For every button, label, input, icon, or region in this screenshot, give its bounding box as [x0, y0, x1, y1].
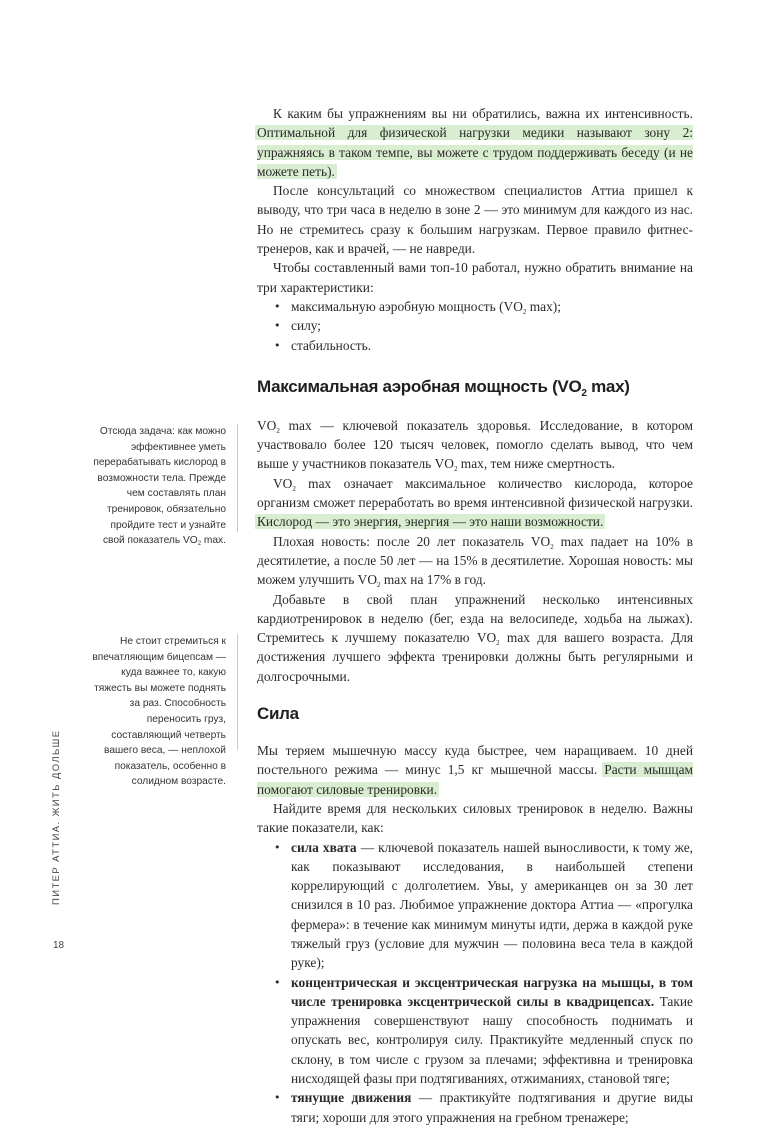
- list-item: • максимальную аэробную мощность ($VO_2$ max);: [274, 298, 561, 316]
- bullet-icon: •: [274, 975, 281, 989]
- strength-list: [257, 838, 693, 1127]
- bullet-icon: •: [274, 338, 281, 352]
- running-head: ПИТЕР АТТИА. ЖИТЬ ДОЛЬШЕ: [51, 729, 62, 905]
- highlight: Кислород — это энергия, энергия — это наши возможности.: [257, 514, 604, 530]
- main-text-column: [257, 104, 693, 1127]
- section-heading-vo2max: Максимальная аэробная мощность ($VO_2$ max): [257, 376, 630, 399]
- vo2-paragraph-1: $VO_2$ max — ключевой показатель здоровья. Исследование, в котором участвовало более 120 тысяч человек, помогло сделать вывод, что чем выше у участников показатель $VO_2$ max, тем ниже смертность.: [257, 417, 693, 474]
- bullet-icon: •: [274, 1091, 281, 1105]
- list-item: • стабильность.: [257, 336, 693, 355]
- sidebar-rule: [237, 634, 238, 750]
- vo2-paragraph-4: Добавьте в свой план упражнений несколько интенсивных кардиотренировок в неделю (бег, езда на велосипеде, ходьба на лыжах). Стремитесь к лучшему показателю $VO_2$ max для вашего возраста. Для достижения лучшего эффекта тренировки должны быть регулярными и долгосрочными.: [257, 591, 693, 684]
- bullet-icon: •: [274, 840, 281, 854]
- strength-paragraph-1: Мы теряем мышечную массу куда быстрее, чем наращиваем. 10 дней постельного режима — минус 1,5 кг мышечной массы. Расти мышцам помогают силовые тренировки.: [257, 743, 693, 797]
- vo2-paragraph-3: Плохая новость: после 20 лет показатель $VO_2$ max падает на 10% в десятилетие, а после 50 лет — на 15% в десятилетие. Хорошая новость: мы можем улучшить $VO_2$ max на 17% в год.: [257, 533, 694, 590]
- sidebar-rule: [237, 424, 238, 532]
- intro-paragraph-3: Чтобы составленный вами топ-10 работал, нужно обратить внимание на три характеристики:: [257, 260, 693, 295]
- bullet-icon: •: [274, 299, 281, 313]
- strength-paragraph-2: Найдите время для нескольких силовых тренировок в неделю. Важны такие показатели, как:: [257, 800, 693, 836]
- sidebar-note-vo2: Отсюда задача: как можно эффективнее уметь перерабатывать кислород в возможности тела. Прежде чем составлять план тренировок, обязательно пройдите тест и узнайте свой показатель $VO_2$ max.: [93, 426, 226, 548]
- characteristics-list: [257, 297, 693, 355]
- intro-paragraph-1: К каким бы упражнениям вы ни обратились, важна их интенсивность. Оптимальной для физической нагрузки медики называют зону 2: упражняясь в таком темпе, вы можете с трудом поддерживать беседу (и не можете петь).: [257, 106, 693, 179]
- list-item: • тянущие движения — практикуйте подтягивания и другие виды тяги; хороши для этого упражнения на гребном тренажере;: [274, 1090, 693, 1125]
- section-heading-strength: Сила: [257, 704, 299, 724]
- highlight: Расти мышцам помогают силовые тренировки.: [257, 762, 693, 797]
- list-item: • концентрическая и эксцентрическая нагрузка на мышцы, в том числе тренировка эксцентрической силы в квадрицепсах. Такие упражнения совершенствуют нашу способность поднимать и опускать вес, контролируя силу. Практикуйте медленный спуск по склону, в том числе с грузом за плечами; эффективна и тренировка нисходящей фазы при подтягиваниях, отжиманиях, становой тяге;: [274, 974, 693, 1087]
- highlight: Оптимальной для физической нагрузки медики называют зону 2: упражняясь в таком темпе, вы можете с трудом поддерживать беседу (и не можете петь).: [257, 125, 693, 179]
- bullet-icon: •: [274, 319, 281, 333]
- list-item: • силу;: [257, 316, 693, 335]
- vo2-paragraph-2: $VO_2$ max означает максимальное количество кислорода, которое организм сможет переработать во время интенсивной физической нагрузки. Кислород — это энергия, энергия — это наши возможности.: [257, 475, 693, 530]
- page-number: 18: [53, 940, 65, 951]
- sidebar-note-strength: Не стоит стремиться к впечатляющим бицепсам — куда важнее то, какую тяжесть вы можете поднять за раз. Способность переносить груз, составляющий четверть вашего веса, — неплохой показатель, особенно в солидном возрасте.: [92, 636, 226, 788]
- intro-paragraph-2: После консультаций со множеством специалистов Аттиа пришел к выводу, что три часа в неделю в зоне 2 — это минимум для каждого из нас. Но не стремитесь сразу к большим нагрузкам. Первое правило фитнес-тренеров, как и врачей, — не навреди.: [257, 183, 693, 257]
- list-item: • сила хвата — ключевой показатель нашей выносливости, к тому же, как показывают исследования, в наибольшей степени коррелирующий с долголетием. Увы, у американцев он за 30 лет снизился в 10 раз. Любимое упражнение доктора Аттиа — «прогулка фермера»: в течение как минимум минуты идти, держа в каждой руке тяжелый груз (условие для мужчин — половина веса тела в каждой руке);: [274, 839, 694, 971]
